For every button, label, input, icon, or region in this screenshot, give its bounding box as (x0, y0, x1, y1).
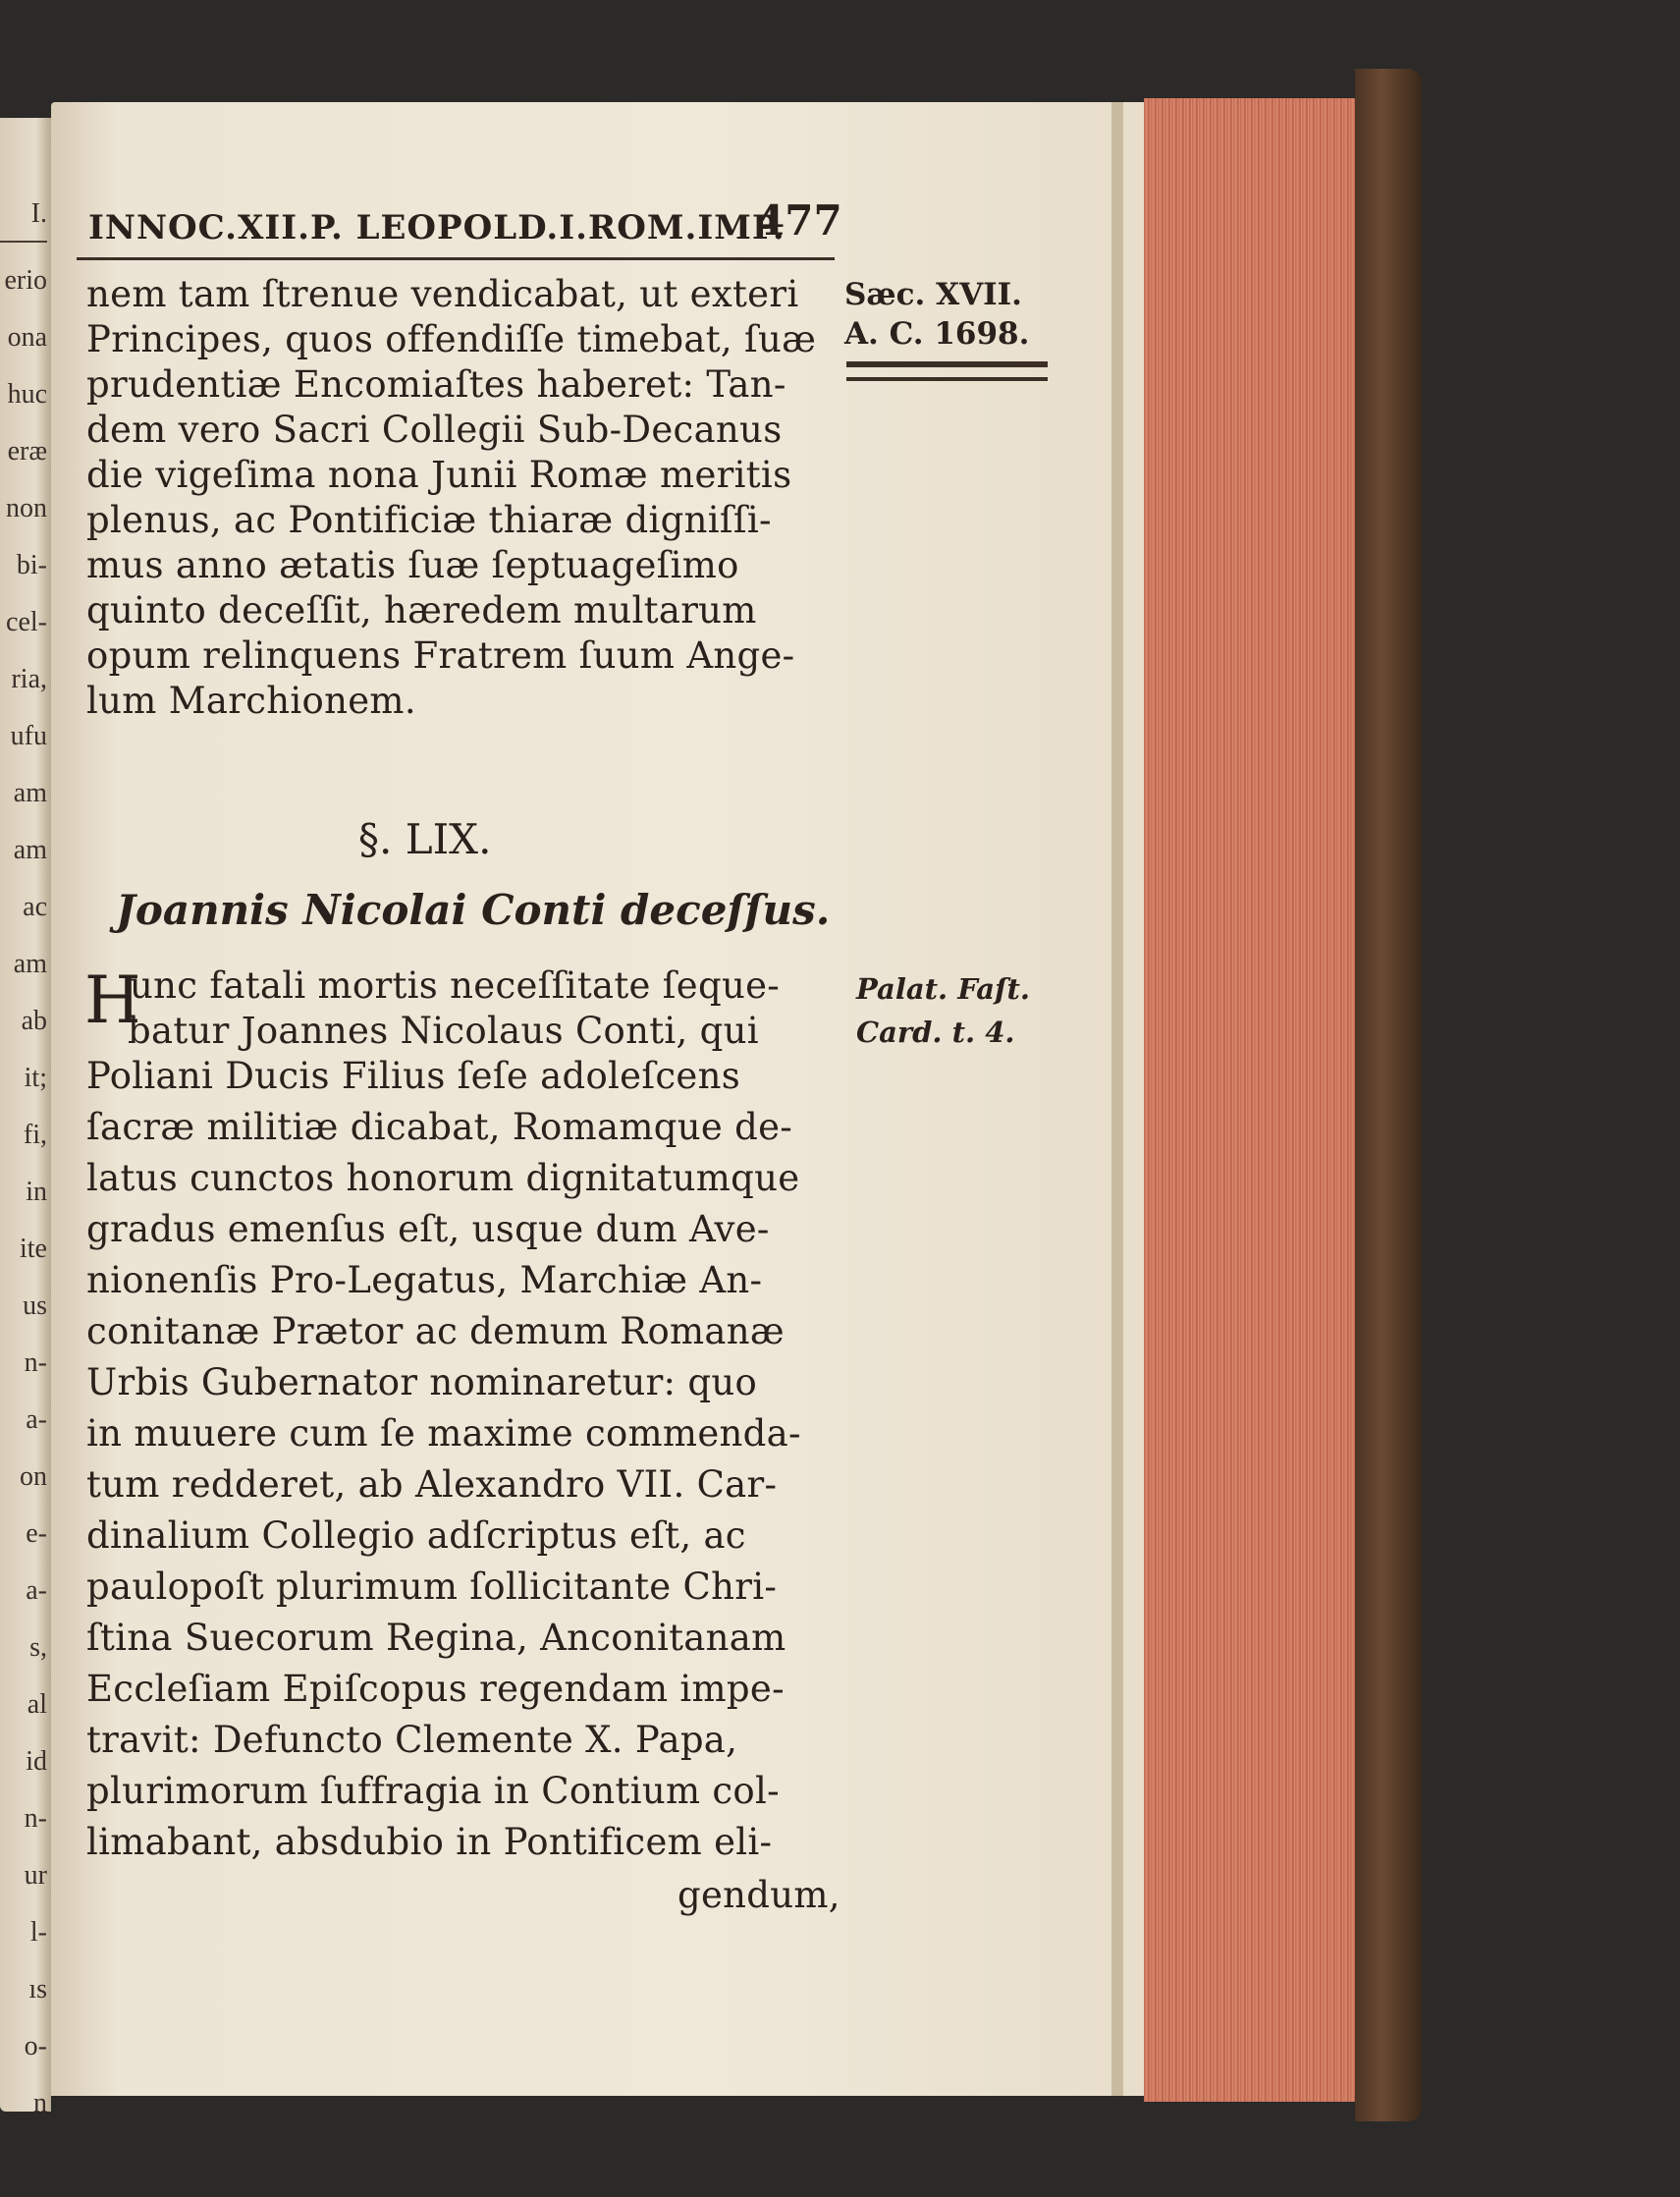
text-line: Principes, quos offendiſſe timebat, ſuæ (86, 318, 817, 360)
previous-page-fragment: n- (24, 1347, 47, 1378)
previous-page-fragment: ur (24, 1860, 47, 1891)
previous-page-fragment: a- (26, 1575, 47, 1606)
previous-page-fragment: am (13, 778, 47, 808)
header-rule (77, 257, 835, 260)
previous-page-fragment: s, (29, 1632, 47, 1663)
previous-page-edge (0, 118, 51, 2112)
text-line: opum relinquens Fratrem ſuum Ange- (86, 634, 795, 677)
text-line: travit: Defuncto Clemente X. Papa, (86, 1719, 738, 1761)
text-line: limabant, absdubio in Pontificem eli- (86, 1821, 773, 1863)
text-line: gradus emenſus eſt, usque dum Ave- (86, 1208, 770, 1250)
text-line: paulopoſt plurimum ſollicitante Chri- (86, 1565, 778, 1608)
running-title: INNOC.XII.P. LEOPOLD.I.ROM.IMP. (88, 208, 786, 247)
text-line: in muuere cum ſe maxime commenda- (86, 1412, 801, 1455)
previous-page-fragment: ıs (28, 1974, 47, 2005)
previous-page-fragment: it; (24, 1063, 47, 1093)
previous-page-fragment: eræ (7, 436, 47, 467)
previous-page-fragment: ona (7, 322, 47, 353)
previous-page-fragment: am (13, 949, 47, 979)
previous-page-fragment: in (26, 1177, 47, 1207)
text-line: Poliani Ducis Filius ſeſe adoleſcens (86, 1055, 740, 1097)
text-line: dem vero Sacri Collegii Sub-Decanus (86, 409, 783, 451)
text-line: ſtina Suecorum Regina, Anconitanam (86, 1617, 786, 1659)
margin-rule-2 (846, 377, 1048, 381)
drop-cap: H (84, 962, 141, 1038)
previous-page-fragment: ac (23, 892, 47, 922)
book-fore-edge (1144, 98, 1360, 2102)
margin-source-1: Palat. Faſt. (856, 972, 1030, 1006)
text-line: nionenſis Pro-Legatus, Marchiæ An- (86, 1259, 763, 1301)
margin-year: A. C. 1698. (844, 316, 1030, 352)
text-line: conitanæ Prætor ac demum Romanæ (86, 1310, 785, 1352)
previous-page-header-rule (0, 241, 47, 243)
previous-page-fragment: I. (30, 198, 47, 229)
text-line: plenus, ac Pontificiæ thiaræ digniſſi- (86, 499, 772, 541)
previous-page-fragment: ite (20, 1234, 47, 1264)
text-line: latus cunctos honorum dignitatumque (86, 1157, 800, 1199)
previous-page-fragment: non (6, 493, 47, 523)
previous-page-fragment: n (33, 2088, 47, 2112)
text-line: prudentiæ Encomiaſtes haberet: Tan- (86, 363, 786, 406)
margin-rule-1 (846, 361, 1048, 367)
text-line: nem tam ſtrenue vendicabat, ut exteri (86, 273, 799, 315)
previous-page-fragment: bi- (16, 550, 47, 580)
text-line: mus anno ætatis ſuæ ſeptuageſimo (86, 544, 739, 586)
text-line: lum Marchionem. (86, 680, 416, 722)
margin-source-2: Card. t. 4. (856, 1016, 1015, 1049)
previous-page-fragment: us (23, 1291, 47, 1321)
previous-page-fragment: ufu (10, 721, 47, 751)
text-line: ſacræ militiæ dicabat, Romamque de- (86, 1106, 793, 1148)
text-line: unc fatali mortis neceſſitate ſeque- (130, 964, 781, 1007)
previous-page-fragment: n- (24, 1803, 47, 1834)
text-line: tum redderet, ab Alexandro VII. Car- (86, 1463, 778, 1506)
text-line: Urbis Gubernator nominaretur: quo (86, 1361, 758, 1403)
catchword: gendum, (677, 1874, 840, 1916)
previous-page-fragment: on (20, 1461, 47, 1492)
previous-page-fragment: l- (29, 1917, 47, 1948)
previous-page-fragment: am (13, 835, 47, 865)
text-line: die vigeſima nona Junii Romæ meritis (86, 454, 792, 496)
previous-page-fragment: id (26, 1746, 47, 1777)
previous-page-fragment: e- (26, 1518, 47, 1549)
page-number: 477 (756, 196, 842, 245)
section-title: Joannis Nicolai Conti deceſſus. (116, 886, 831, 934)
previous-page-fragment: erio (4, 265, 47, 296)
text-line: batur Joannes Nicolaus Conti, qui (128, 1010, 759, 1052)
text-line: dinalium Collegio adſcriptus eſt, ac (86, 1514, 746, 1557)
text-line: plurimorum ſuffragia in Contium col- (86, 1770, 780, 1812)
page-gutter-shadow (1111, 102, 1123, 2096)
book-cover (1355, 69, 1422, 2121)
previous-page-fragment: fi, (23, 1120, 47, 1150)
previous-page-fragment: ria, (11, 664, 47, 694)
text-line: quinto deceſſit, hæredem multarum (86, 589, 757, 632)
text-line: Eccleſiam Epiſcopus regendam impe- (86, 1668, 785, 1710)
previous-page-fragment: ab (21, 1006, 47, 1036)
previous-page-fragment: huc (7, 379, 47, 410)
previous-page-fragment: a- (26, 1404, 47, 1435)
previous-page-fragment: al (27, 1689, 47, 1720)
previous-page-fragment: o- (24, 2031, 47, 2061)
section-number: §. LIX. (358, 815, 492, 863)
previous-page-fragment: cel- (6, 607, 47, 637)
margin-century: Sæc. XVII. (844, 277, 1022, 312)
